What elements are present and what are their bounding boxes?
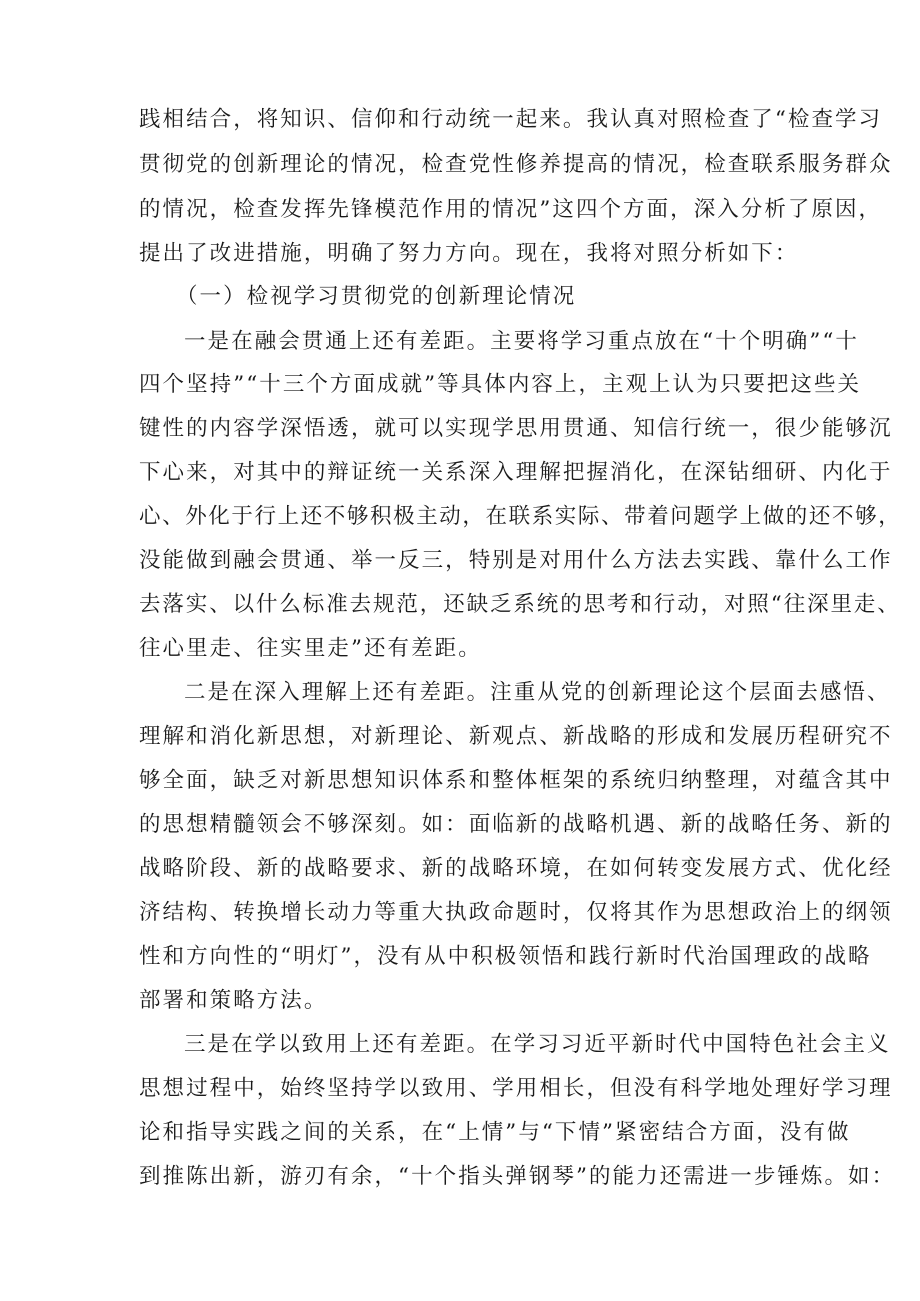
- paragraph-first-line: 三是在学以致用上还有差距。在学习习近平新时代中国特色社会主义: [184, 1032, 891, 1057]
- text-line: 下心来，对其中的辩证统一关系深入理解把握消化，在深钻细研、内化于: [139, 460, 893, 485]
- text-line: 贯彻党的创新理论的情况，检查党性修养提高的情况，检查联系服务群众: [139, 152, 893, 177]
- text-line: 心、外化于行上还不够积极主动，在联系实际、带着问题学上做的还不够，: [139, 504, 902, 529]
- text-line: 战略阶段、新的战略要求、新的战略环境，在如何转变发展方式、优化经: [139, 856, 893, 881]
- text-line: 去落实、以什么标准去规范，还缺乏系统的思考和行动，对照“往深里走、: [139, 592, 901, 617]
- paragraph-first-line: 二是在深入理解上还有差距。注重从党的创新理论这个层面去感悟、: [184, 680, 891, 705]
- text-line: 没能做到融会贯通、举一反三，特别是对用什么方法去实践、靠什么工作: [139, 548, 893, 573]
- text-line: 往心里走、往实里走”还有差距。: [139, 636, 482, 661]
- section-heading: （一）检视学习贯彻党的创新理论情况: [176, 284, 577, 309]
- text-line: 思想过程中，始终坚持学以致用、学用相长，但没有科学地处理好学习理: [139, 1076, 893, 1101]
- text-line: 论和指导实践之间的关系，在“上情”与“下情”紧密结合方面，没有做: [139, 1120, 851, 1145]
- text-line: 够全面，缺乏对新思想知识体系和整体框架的系统归纳整理，对蕴含其中: [139, 768, 893, 793]
- text-line: 的情况，检查发挥先锋模范作用的情况”这四个方面，深入分析了原因，: [139, 197, 883, 222]
- paragraph-first-line: 一是在融会贯通上还有差距。主要将学习重点放在“十个明确”“十: [184, 329, 859, 354]
- text-line: 践相结合，将知识、信仰和行动统一起来。我认真对照检查了“检查学习: [139, 107, 883, 132]
- text-line: 到推陈出新，游刃有余，“十个指头弹钢琴”的能力还需进一步锤炼。如：: [139, 1164, 896, 1189]
- text-line: 键性的内容学深悟透，就可以实现学思用贯通、知信行统一，很少能够沉: [139, 416, 893, 441]
- text-line: 的思想精髓领会不够深刻。如：面临新的战略机遇、新的战略任务、新的: [139, 812, 893, 837]
- text-line: 性和方向性的“明灯”，没有从中积极领悟和践行新时代治国理政的战略: [139, 944, 872, 969]
- text-line: 部署和策略方法。: [139, 988, 328, 1013]
- text-line: 提出了改进措施，明确了努力方向。现在，我将对照分析如下：: [139, 241, 799, 266]
- text-line: 理解和消化新思想，对新理论、新观点、新战略的形成和发展历程研究不: [139, 724, 893, 749]
- text-line: 济结构、转换增长动力等重大执政命题时，仅将其作为思想政治上的纲领: [139, 900, 893, 925]
- text-line: 四个坚持”“十三个方面成就”等具体内容上，主观上认为只要把这些关: [139, 372, 862, 397]
